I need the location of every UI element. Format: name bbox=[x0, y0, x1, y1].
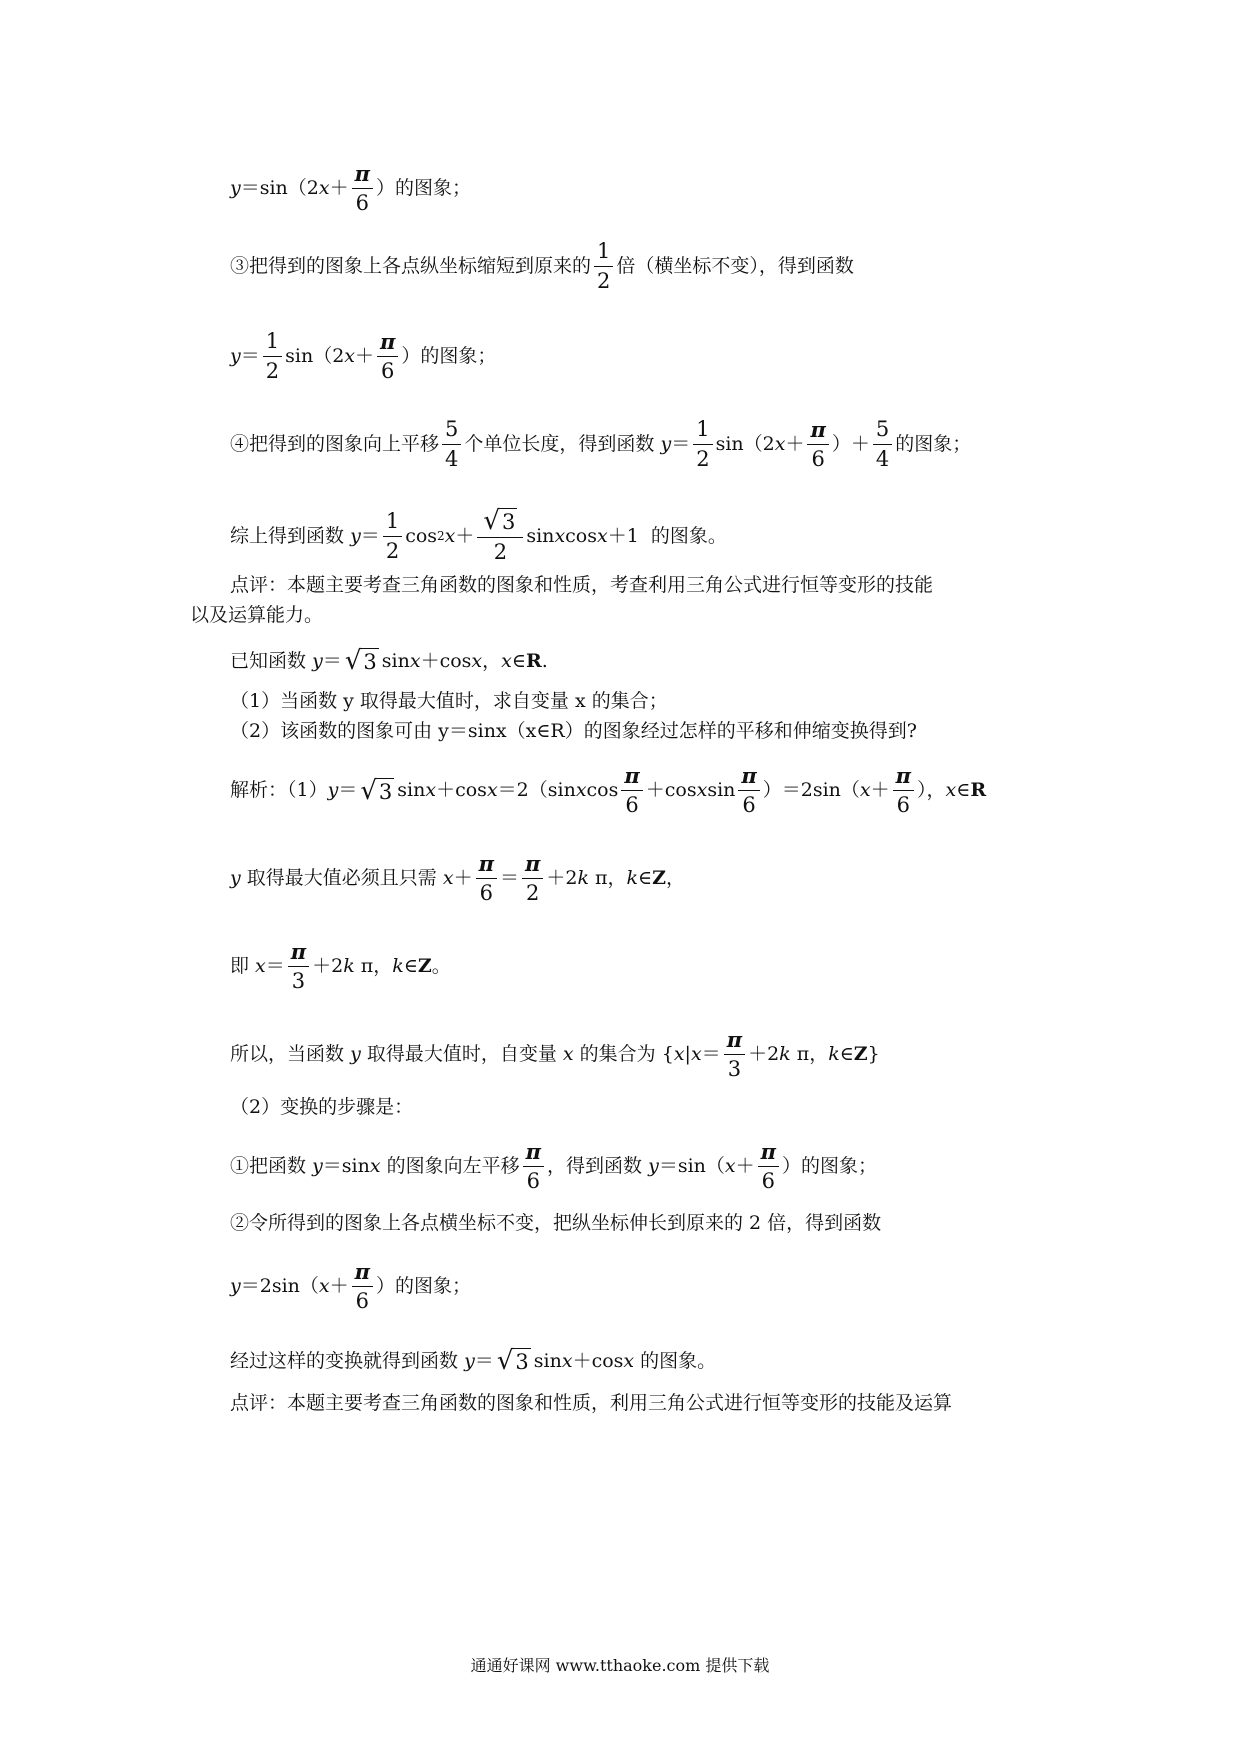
step-heading: （2）变换的步骤是： bbox=[230, 1096, 414, 1118]
step-2-result: y ＝2sin（ x ＋ $\frac{\pi}{6}$ ）的图象； bbox=[230, 1259, 472, 1314]
comment-1: 点评：本题主要考查三角函数的图象和性质，考查利用三角公式进行恒等变形的技能 以及运算能力。 bbox=[190, 574, 934, 626]
question-1: （1）当函数 y 取得最大值时，求自变量 x 的集合； bbox=[230, 690, 668, 712]
step4-line: ④把得到的图象向上平移 $\frac{5}{4}$ 个单位长度，得到函数 y ＝ $\frac{1}{2}$ sin（2 x ＋ $\frac{\pi}{6}$ ）＋ $\frac{5}{4}$ 的图象； bbox=[230, 417, 972, 472]
footer: 通通好课网 www.tthaoke.com 提供下载 bbox=[470, 1656, 770, 1675]
summary-line: 综上得到函数 y ＝ $\frac{1}{2}$ cos 2 x ＋ √ 3 2 sin x cos x ＋1 的图象。 bbox=[230, 506, 727, 565]
question-intro: 已知函数 y ＝ √ 3 sin x ＋cos x ， x ∈ R . bbox=[230, 646, 548, 676]
step-2: ②令所得到的图象上各点横坐标不变，把纵坐标伸长到原来的 2 倍，得到函数 bbox=[230, 1212, 882, 1234]
x-solution: 即 x ＝ $\frac{\pi}{3}$ ＋2 k π， k ∈ Z 。 bbox=[230, 939, 451, 994]
line-y-sin-2x: y ＝sin（2 x ＋ $\frac{\pi}{6}$ ）的图象； bbox=[230, 161, 472, 216]
step3-line: ③把得到的图象上各点纵坐标缩短到原来的 $\frac{1}{2}$ 倍（横坐标不变），得到函数 bbox=[230, 239, 854, 294]
fraction-half: $\frac{1}{2}$ bbox=[594, 240, 613, 293]
question-2: （2）该函数的图象可由 y＝sinx（x∈R）的图象经过怎样的平移和伸缩变换得到? bbox=[230, 720, 917, 742]
set-line: 所以，当函数 y 取得最大值时，自变量 x 的集合为 { x | x ＝ $\frac{\pi}{3}$ ＋2 k π， k ∈ Z } bbox=[230, 1027, 880, 1082]
final-line: 经过这样的变换就得到函数 y ＝ √ 3 sin x ＋cos x 的图象。 bbox=[230, 1346, 717, 1376]
max-condition: y 取得最大值必须且只需 x ＋ $\frac{\pi}{6}$ ＝ $\frac{\pi}{2}$ ＋2 k π， k ∈ Z ， bbox=[230, 851, 685, 906]
comment-2: 点评：本题主要考查三角函数的图象和性质，利用三角公式进行恒等变形的技能及运算 bbox=[230, 1392, 953, 1414]
step-1: ①把函数 y ＝sin x 的图象向左平移 $\frac{\pi}{6}$ ，得到函数 y ＝sin（ x ＋ $\frac{\pi}{6}$ ）的图象； bbox=[230, 1139, 878, 1194]
line-half-sin: y ＝ $\frac{1}{2}$ sin（2 x ＋ $\frac{\pi}{6}$ ）的图象； bbox=[230, 329, 497, 384]
fraction: $\frac{\pi}{6}$ bbox=[352, 162, 373, 215]
solution-line-1: 解析：（1） y ＝ √ 3 sin x ＋cos x ＝2（sin x cos $\frac{\pi}{6}$ ＋cos x sin $\frac{\pi}{6}$ ）＝2sin（ x ＋ $\frac{\pi}{6}$ ）， x ∈ R bbox=[230, 763, 987, 818]
